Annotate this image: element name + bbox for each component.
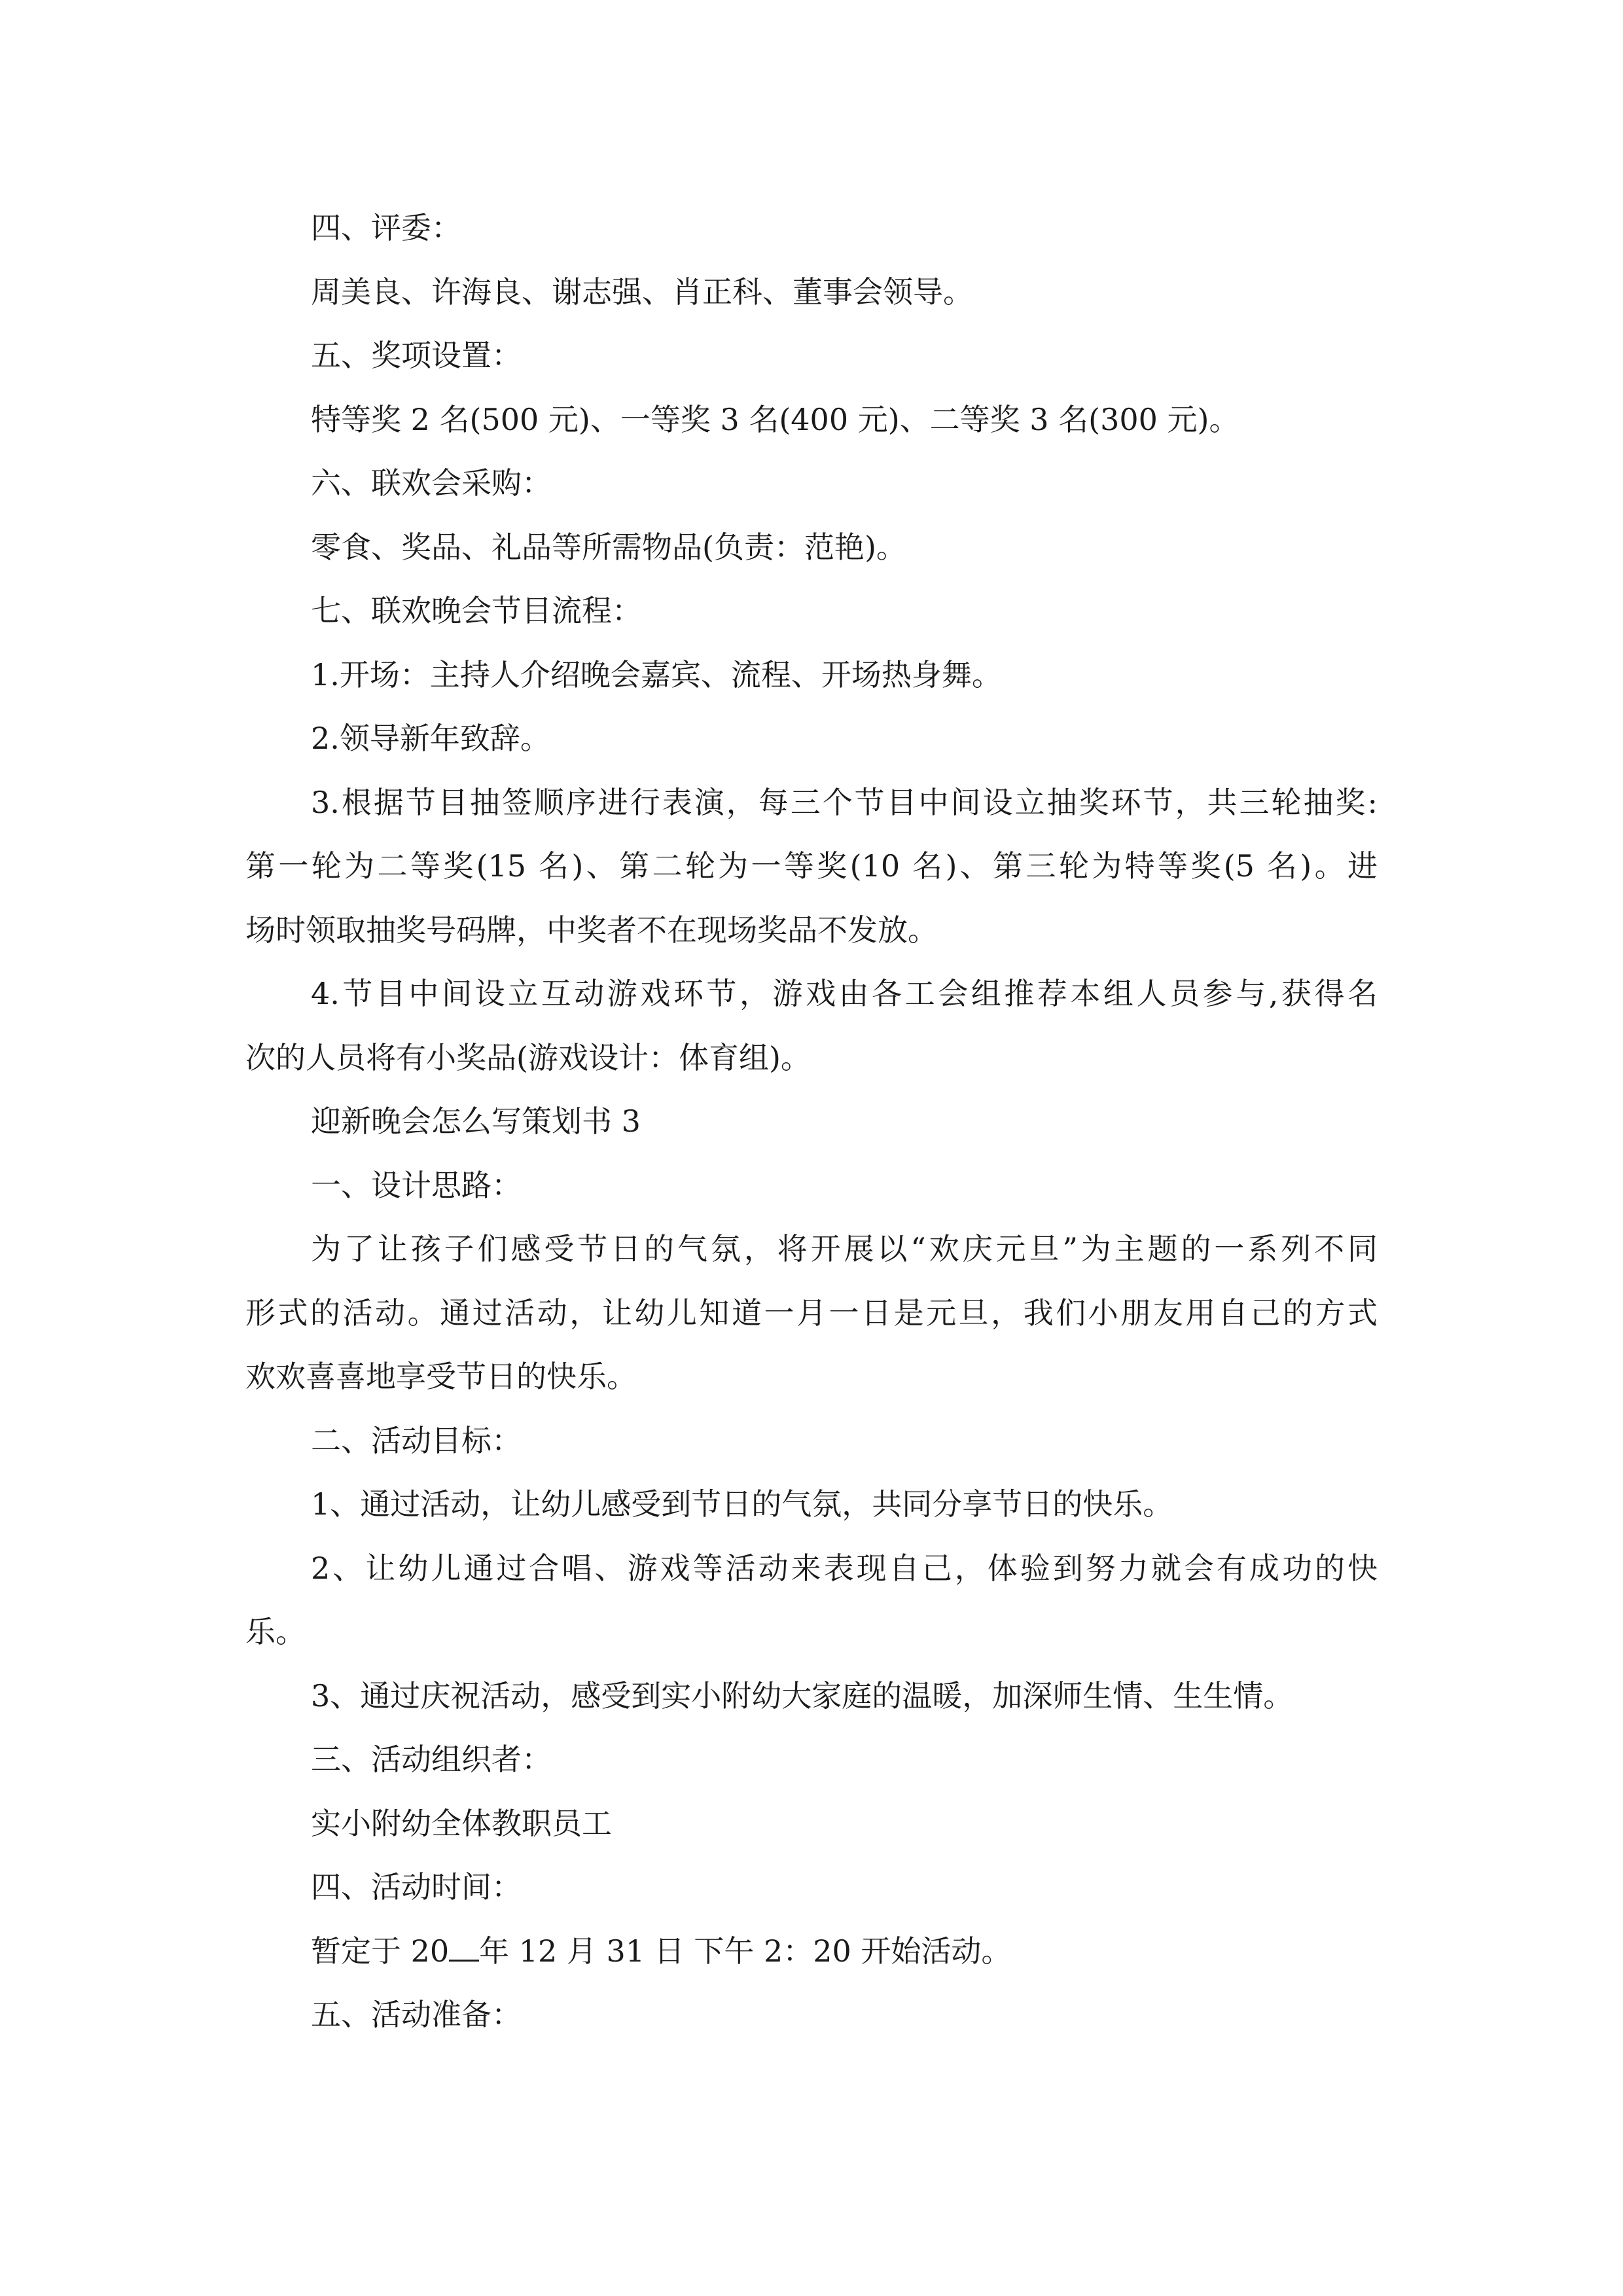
- section-judges-heading: 四、评委：: [311, 210, 461, 245]
- design-line-3: 欢欢喜喜地享受节日的快乐。: [245, 1359, 637, 1394]
- section-program-heading: 七、联欢晚会节目流程：: [311, 593, 642, 628]
- program-step-4-line-2: 次的人员将有小奖品(游戏设计：体育组)。: [245, 1039, 811, 1075]
- program-step-3-line-1: 3.根据节目抽签顺序进行表演，每三个节目中间设立抽奖环节，共三轮抽奖:: [311, 784, 1378, 820]
- section-awards-heading: 五、奖项设置：: [311, 338, 522, 373]
- time-suffix: 年 12 月 31 日 下午 2：20 开始活动。: [479, 1933, 1012, 1969]
- purchase-list: 零食、奖品、礼品等所需物品(负责：范艳)。: [311, 529, 906, 565]
- section-purchase-heading: 六、联欢会采购：: [311, 465, 552, 501]
- program-step-2: 2.领导新年致辞。: [311, 721, 550, 756]
- section-organizer-heading: 三、活动组织者：: [311, 1742, 552, 1777]
- document-title: 迎新晚会怎么写策划书 3: [311, 1103, 641, 1139]
- section-preparation-heading: 五、活动准备：: [311, 1997, 522, 2032]
- goal-2-line-2: 乐。: [245, 1614, 306, 1649]
- design-line-1: 为了让孩子们感受节日的气氛，将开展以“欢庆元旦”为主题的一系列不同: [311, 1231, 1378, 1266]
- time-text: [245, 1920, 1378, 1984]
- section-design-heading: 一、设计思路：: [311, 1167, 522, 1203]
- year-blank: [449, 1936, 479, 1962]
- section-time-heading: 四、活动时间：: [311, 1869, 522, 1905]
- document-page: [245, 196, 1378, 2047]
- program-step-4-line-1: 4.节目中间设立互动游戏环节，游戏由各工会组推荐本组人员参与,获得名: [311, 976, 1378, 1011]
- program-step-3-line-3: 场时领取抽奖号码牌，中奖者不在现场奖品不发放。: [245, 912, 938, 948]
- goal-1: 1、通过活动，让幼儿感受到节日的气氛，共同分享节日的快乐。: [311, 1486, 1173, 1522]
- goal-2-line-1: 2、让幼儿通过合唱、游戏等活动来表现自己，体验到努力就会有成功的快: [311, 1550, 1378, 1586]
- program-step-1: 1.开场：主持人介绍晚会嘉宾、流程、开场热身舞。: [311, 656, 1002, 692]
- goal-3: 3、通过庆祝活动，感受到实小附幼大家庭的温暖，加深师生情、生生情。: [311, 1677, 1294, 1713]
- design-line-2: 形式的活动。通过活动，让幼儿知道一月一日是元旦，我们小朋友用自己的方式: [245, 1295, 1378, 1331]
- program-step-3-line-2: 第一轮为二等奖(15 名)、第二轮为一等奖(10 名)、第三轮为特等奖(5 名)。进: [245, 848, 1378, 884]
- time-prefix: 暂定于 20: [311, 1933, 450, 1969]
- section-goals-heading: 二、活动目标：: [311, 1422, 522, 1458]
- judges-list: 周美良、许海良、谢志强、肖正科、董事会领导。: [311, 274, 973, 310]
- organizer-text: 实小附幼全体教职员工: [311, 1805, 612, 1841]
- awards-list: 特等奖 2 名(500 元)、一等奖 3 名(400 元)、二等奖 3 名(300 元)。: [311, 401, 1240, 437]
